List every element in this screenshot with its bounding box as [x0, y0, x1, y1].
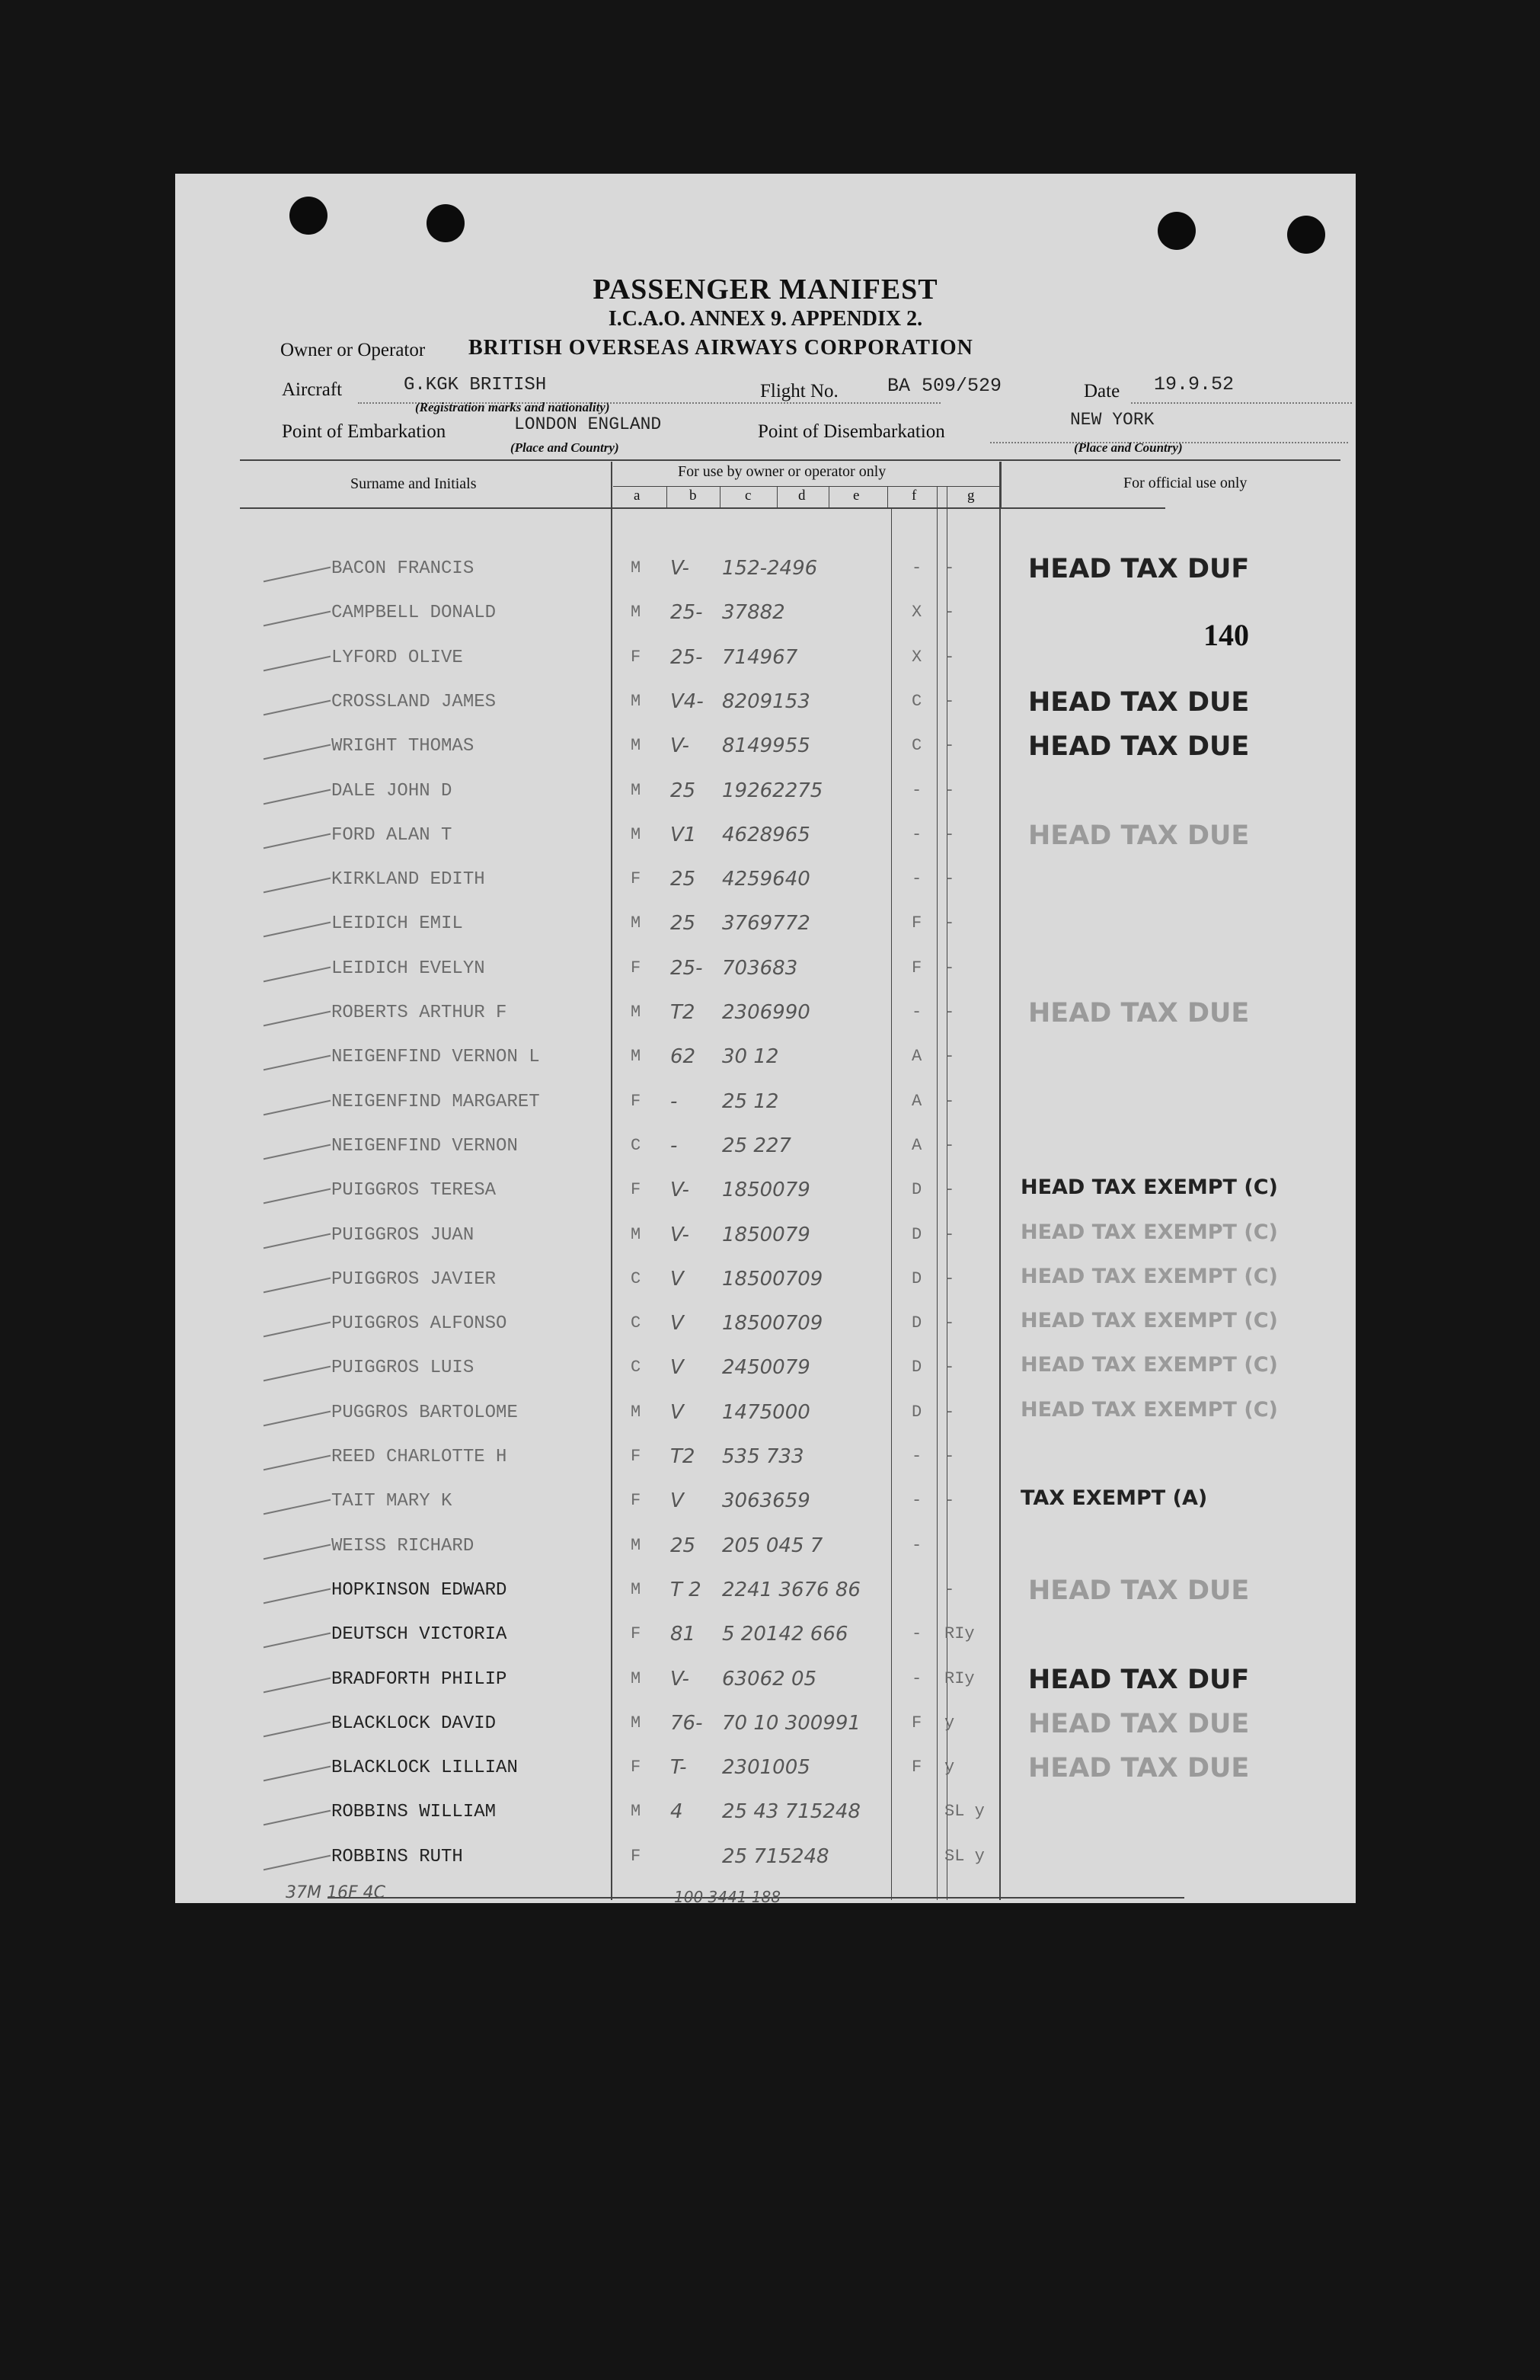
ticket-number: 3769772: [722, 912, 810, 935]
table-top-rule: [240, 459, 1340, 461]
disembark-label: Point of Disembarkation: [758, 421, 945, 442]
code-f: F: [912, 958, 922, 977]
check-mark: [264, 1055, 331, 1071]
sex-code: C: [631, 1358, 641, 1377]
sex-code: M: [631, 1669, 641, 1688]
passenger-name: NEIGENFIND VERNON: [331, 1136, 518, 1156]
code-b: 25: [670, 912, 696, 935]
code-f: A: [912, 1136, 922, 1155]
code-b: V4-: [670, 690, 704, 713]
passenger-name: BACON FRANCIS: [331, 558, 474, 579]
code-b: 76-: [670, 1712, 703, 1735]
code-f: D: [912, 1313, 922, 1332]
ticket-number: 703683: [722, 957, 798, 980]
code-b: V-: [670, 557, 689, 580]
code-b: 62: [670, 1045, 696, 1068]
official-stamp: HEAD TAX DUF: [1028, 1665, 1250, 1695]
code-g: -: [944, 1358, 955, 1377]
ticket-number: 2306990: [722, 1001, 810, 1024]
sex-code: M: [631, 1225, 641, 1244]
column-letter-d: d: [798, 488, 806, 504]
code-f: -: [912, 1447, 922, 1466]
ticket-number: 25 227: [722, 1134, 791, 1157]
ticket-number: 18500709: [722, 1268, 823, 1291]
check-mark: [264, 567, 331, 583]
passenger-name: LYFORD OLIVE: [331, 648, 463, 668]
check-mark: [264, 878, 331, 894]
sex-code: M: [631, 1003, 641, 1022]
aircraft-note: (Registration marks and nationality): [415, 400, 610, 414]
column-letter-b: b: [689, 488, 697, 504]
code-b: 81: [670, 1623, 696, 1646]
passenger-name: PUIGGROS JUAN: [331, 1225, 474, 1246]
passenger-name: HOPKINSON EDWARD: [331, 1580, 507, 1601]
check-mark: [264, 1366, 331, 1382]
passenger-name: REED CHARLOTTE H: [331, 1447, 507, 1467]
embark-note: (Place and Country): [510, 440, 619, 455]
ticket-number: 535 733: [722, 1445, 804, 1468]
code-f: D: [912, 1403, 922, 1422]
code-g: -: [944, 736, 955, 755]
column-letter-c: c: [745, 488, 752, 504]
check-mark: [264, 833, 331, 849]
column-letter-e: e: [853, 488, 860, 504]
column-letter-a: a: [634, 488, 641, 504]
column-owner-use: For use by owner or operator only: [678, 463, 887, 480]
code-b: V-: [670, 1179, 689, 1201]
check-mark: [264, 789, 331, 805]
code-b: T2: [670, 1001, 695, 1024]
column-surname: Surname and Initials: [350, 475, 477, 492]
code-f: -: [912, 1536, 922, 1555]
official-stamp: HEAD TAX EXEMPT (C): [1021, 1353, 1278, 1377]
code-b: V: [670, 1401, 684, 1424]
sex-code: C: [631, 1136, 641, 1155]
passenger-name: PUGGROS BARTOLOME: [331, 1403, 518, 1423]
passenger-name: ROBBINS RUTH: [331, 1847, 463, 1867]
column-official-use: For official use only: [1123, 475, 1248, 491]
sex-code: M: [631, 825, 641, 844]
code-g: -: [944, 1403, 955, 1422]
ticket-number: 1475000: [722, 1401, 810, 1424]
check-mark: [264, 1278, 331, 1294]
sex-code: M: [631, 1713, 641, 1732]
passenger-name: DALE JOHN D: [331, 781, 452, 801]
passenger-name: WEISS RICHARD: [331, 1536, 474, 1556]
ticket-number: 714967: [722, 646, 798, 669]
sex-code: C: [631, 1269, 641, 1288]
punch-hole: [427, 204, 465, 242]
official-stamp: HEAD TAX DUE: [1028, 821, 1250, 851]
passenger-name: CROSSLAND JAMES: [331, 692, 497, 712]
sex-code: M: [631, 736, 641, 755]
passenger-name: PUIGGROS LUIS: [331, 1358, 474, 1378]
disembark-value: NEW YORK: [1070, 410, 1155, 430]
code-g: SL y: [944, 1847, 985, 1866]
check-mark: [264, 1455, 331, 1471]
code-g: -: [944, 869, 955, 888]
ticket-number: 30 12: [722, 1045, 779, 1068]
sex-code: C: [631, 1313, 641, 1332]
code-g: -: [944, 1580, 955, 1599]
check-mark: [264, 1544, 331, 1560]
sex-code: M: [631, 781, 641, 800]
code-g: -: [944, 1136, 955, 1155]
passenger-name: FORD ALAN T: [331, 825, 452, 846]
check-mark: [264, 1678, 331, 1694]
sex-code: F: [631, 1180, 641, 1199]
punch-hole: [1158, 212, 1196, 250]
check-mark: [264, 700, 331, 716]
official-stamp: TAX EXEMPT (A): [1021, 1486, 1208, 1510]
date-value: 19.9.52: [1154, 373, 1235, 395]
punch-hole: [1287, 216, 1325, 254]
code-g: -: [944, 1269, 955, 1288]
code-f: D: [912, 1358, 922, 1377]
code-g: RIy: [944, 1624, 975, 1643]
code-g: -: [944, 603, 955, 622]
check-mark: [264, 1766, 331, 1782]
code-g: -: [944, 692, 955, 711]
code-b: V: [670, 1312, 684, 1335]
check-mark: [264, 1722, 331, 1738]
check-mark: [264, 1588, 331, 1604]
code-b: -: [670, 1134, 678, 1157]
check-mark: [264, 1011, 331, 1027]
code-g: -: [944, 1092, 955, 1111]
code-f: -: [912, 1624, 922, 1643]
embark-label: Point of Embarkation: [282, 421, 446, 442]
check-mark: [264, 1411, 331, 1427]
check-mark: [264, 1144, 331, 1160]
code-f: -: [912, 1003, 922, 1022]
code-g: y: [944, 1758, 955, 1777]
table-header-rule: [240, 507, 1165, 509]
code-f: X: [912, 648, 922, 667]
code-g: -: [944, 648, 955, 667]
official-stamp: HEAD TAX EXEMPT (C): [1021, 1220, 1278, 1244]
check-mark: [264, 1855, 331, 1871]
ticket-number: 205 045 7: [722, 1534, 823, 1557]
code-b: T 2: [670, 1579, 701, 1601]
passenger-name: ROBBINS WILLIAM: [331, 1802, 497, 1822]
passenger-name: TAIT MARY K: [331, 1491, 452, 1511]
ticket-number: 1850079: [722, 1179, 810, 1201]
ticket-number: 2241 3676 86: [722, 1579, 861, 1601]
passenger-name: NEIGENFIND VERNON L: [331, 1047, 540, 1067]
code-b: T2: [670, 1445, 695, 1468]
code-g: -: [944, 913, 955, 932]
official-stamp: HEAD TAX DUE: [1028, 1753, 1250, 1783]
ticket-number: 25 12: [722, 1090, 779, 1113]
code-b: 25: [670, 868, 696, 891]
column-letter-g: g: [967, 488, 975, 504]
ticket-number: 4259640: [722, 868, 810, 891]
ticket-number: 25 715248: [722, 1845, 829, 1868]
code-f: A: [912, 1092, 922, 1111]
ticket-number: 4628965: [722, 824, 810, 846]
ticket-number: 19262275: [722, 779, 823, 802]
code-f: D: [912, 1180, 922, 1199]
code-g: -: [944, 1313, 955, 1332]
passenger-name: DEUTSCH VICTORIA: [331, 1624, 507, 1645]
sex-code: M: [631, 1403, 641, 1422]
passenger-name: PUIGGROS JAVIER: [331, 1269, 497, 1290]
code-g: -: [944, 1003, 955, 1022]
code-g: -: [944, 558, 955, 577]
code-f: -: [912, 558, 922, 577]
sex-code: F: [631, 958, 641, 977]
code-g: -: [944, 1180, 955, 1199]
passenger-name: ROBERTS ARTHUR F: [331, 1003, 507, 1023]
official-stamp: HEAD TAX EXEMPT (C): [1021, 1309, 1278, 1332]
ticket-number: 2450079: [722, 1356, 810, 1379]
sex-code: M: [631, 1047, 641, 1066]
passenger-name: PUIGGROS ALFONSO: [331, 1313, 507, 1334]
ticket-number: 152-2496: [722, 557, 818, 580]
code-f: -: [912, 869, 922, 888]
ticket-number: 18500709: [722, 1312, 823, 1335]
check-mark: [264, 922, 331, 938]
code-b: 25: [670, 779, 696, 802]
passenger-name: LEIDICH EVELYN: [331, 958, 485, 979]
code-g: y: [944, 1713, 955, 1732]
sex-code: M: [631, 913, 641, 932]
code-b: 25-: [670, 646, 703, 669]
passenger-name: BLACKLOCK LILLIAN: [331, 1758, 518, 1778]
sex-code: M: [631, 1580, 641, 1599]
code-f: -: [912, 1491, 922, 1510]
check-mark: [264, 1233, 331, 1249]
code-f: D: [912, 1269, 922, 1288]
code-b: V: [670, 1489, 684, 1512]
ticket-number: 8149955: [722, 734, 810, 757]
code-b: T-: [670, 1756, 687, 1779]
check-mark: [264, 1322, 331, 1338]
code-b: V-: [670, 1224, 689, 1246]
sex-code: F: [631, 1847, 641, 1866]
sex-code: M: [631, 1802, 641, 1821]
punch-hole: [289, 197, 327, 235]
embark-value: LONDON ENGLAND: [514, 414, 662, 434]
ticket-number: 8209153: [722, 690, 810, 713]
official-stamp: HEAD TAX DUF: [1028, 554, 1250, 584]
passenger-name: LEIDICH EMIL: [331, 913, 463, 934]
check-mark: [264, 611, 331, 627]
aircraft-value: G.KGK BRITISH: [404, 375, 547, 395]
sex-code: F: [631, 1491, 641, 1510]
code-b: 25-: [670, 957, 703, 980]
official-stamp: HEAD TAX DUE: [1028, 998, 1250, 1028]
ticket-number: 2301005: [722, 1756, 810, 1779]
check-mark: [264, 656, 331, 672]
official-stamp: HEAD TAX DUE: [1028, 1575, 1250, 1606]
flight-label: Flight No.: [760, 381, 839, 401]
flight-value: BA 509/529: [887, 375, 1002, 397]
check-mark: [264, 1499, 331, 1515]
code-b: 25: [670, 1534, 696, 1557]
sex-code: F: [631, 1092, 641, 1111]
page-number: 140: [1203, 618, 1249, 652]
ticket-number: 63062 05: [722, 1668, 817, 1691]
code-f: C: [912, 692, 922, 711]
sex-code: F: [631, 648, 641, 667]
code-f: F: [912, 1758, 922, 1777]
check-mark: [264, 1633, 331, 1649]
code-g: SL y: [944, 1802, 985, 1821]
code-f: -: [912, 781, 922, 800]
ticket-number: 1850079: [722, 1224, 810, 1246]
owner-label: Owner or Operator: [280, 340, 426, 360]
code-g: -: [944, 825, 955, 844]
aircraft-label: Aircraft: [282, 379, 343, 400]
sex-code: M: [631, 558, 641, 577]
footer-totals-right: 100 3441 188: [674, 1888, 781, 1906]
ticket-number: 3063659: [722, 1489, 810, 1512]
passenger-name: CAMPBELL DONALD: [331, 603, 497, 623]
check-mark: [264, 1188, 331, 1204]
code-b: 25-: [670, 601, 703, 624]
passenger-name: WRIGHT THOMAS: [331, 736, 474, 757]
code-f: -: [912, 825, 922, 844]
sex-code: M: [631, 692, 641, 711]
disembark-note: (Place and Country): [1074, 440, 1183, 455]
manifest-subtitle: I.C.A.O. ANNEX 9. APPENDIX 2.: [608, 307, 923, 331]
code-g: -: [944, 781, 955, 800]
ticket-number: 70 10 300991: [722, 1712, 861, 1735]
official-stamp: HEAD TAX EXEMPT (C): [1021, 1398, 1278, 1422]
sex-code: M: [631, 603, 641, 622]
code-g: RIy: [944, 1669, 975, 1688]
code-b: V-: [670, 734, 689, 757]
code-f: A: [912, 1047, 922, 1066]
sex-code: F: [631, 1758, 641, 1777]
passenger-name: BRADFORTH PHILIP: [331, 1669, 507, 1690]
code-f: X: [912, 603, 922, 622]
ticket-number: 25 43 715248: [722, 1800, 861, 1823]
code-f: F: [912, 1713, 922, 1732]
code-b: 4: [670, 1800, 683, 1823]
passenger-name: NEIGENFIND MARGARET: [331, 1092, 540, 1112]
sex-code: F: [631, 1447, 641, 1466]
code-b: V: [670, 1268, 684, 1291]
manifest-sheet: [175, 174, 1356, 1906]
official-stamp: HEAD TAX EXEMPT (C): [1021, 1265, 1278, 1288]
code-f: F: [912, 913, 922, 932]
code-b: V-: [670, 1668, 689, 1691]
check-mark: [264, 1810, 331, 1826]
passenger-name: KIRKLAND EDITH: [331, 869, 485, 890]
official-stamp: HEAD TAX DUE: [1028, 687, 1250, 718]
code-b: -: [670, 1090, 678, 1113]
ticket-number: 37882: [722, 601, 785, 624]
code-g: -: [944, 1491, 955, 1510]
passenger-name: BLACKLOCK DAVID: [331, 1713, 497, 1734]
manifest-title: PASSENGER MANIFEST: [593, 274, 938, 305]
check-mark: [264, 967, 331, 983]
code-g: -: [944, 958, 955, 977]
official-stamp: HEAD TAX DUE: [1028, 731, 1250, 762]
check-mark: [264, 1100, 331, 1116]
footer-totals-left: 37M 16F 4C: [286, 1883, 385, 1902]
code-g: -: [944, 1225, 955, 1244]
code-f: -: [912, 1669, 922, 1688]
official-stamp: HEAD TAX DUE: [1028, 1709, 1250, 1739]
code-g: -: [944, 1047, 955, 1066]
sex-code: M: [631, 1536, 641, 1555]
code-b: V1: [670, 824, 697, 846]
check-mark: [264, 744, 331, 760]
owner-value: BRITISH OVERSEAS AIRWAYS CORPORATION: [468, 336, 973, 360]
ticket-number: 5 20142 666: [722, 1623, 848, 1646]
code-f: D: [912, 1225, 922, 1244]
code-b: V: [670, 1356, 684, 1379]
official-stamp: HEAD TAX EXEMPT (C): [1021, 1176, 1278, 1199]
passenger-name: PUIGGROS TERESA: [331, 1180, 497, 1201]
code-f: C: [912, 736, 922, 755]
date-label: Date: [1084, 381, 1120, 401]
sex-code: F: [631, 1624, 641, 1643]
column-letter-f: f: [912, 488, 917, 504]
sex-code: F: [631, 869, 641, 888]
code-g: -: [944, 1447, 955, 1466]
